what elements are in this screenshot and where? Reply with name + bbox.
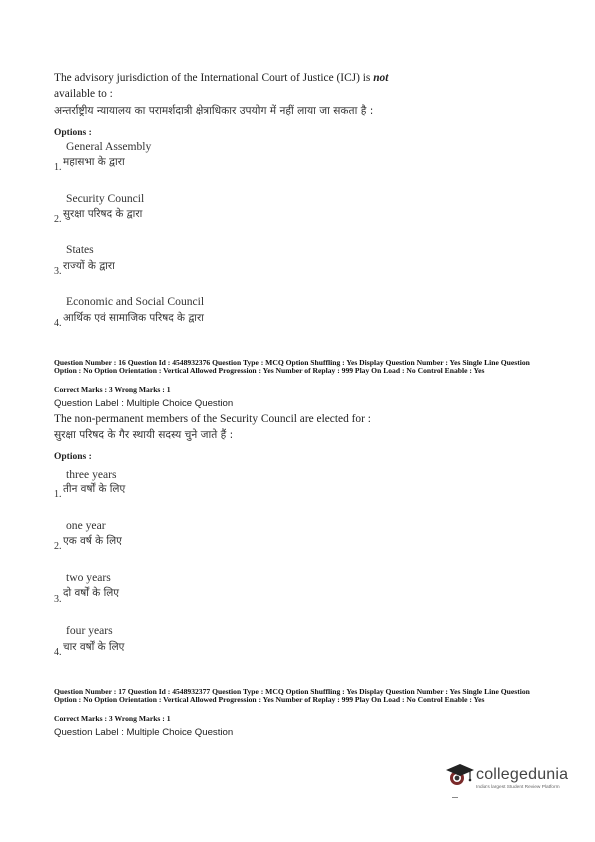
q16-option-4-number: 4.: [54, 647, 62, 658]
question-16-options-heading: Options :: [54, 452, 92, 462]
q16-option-1-hindi: तीन वर्षों के लिए: [63, 483, 126, 495]
q15-option-4-number: 4.: [54, 318, 62, 329]
question-15-emphasis: not: [373, 72, 389, 84]
graduation-cap-icon: [444, 761, 474, 791]
question-16-text: The non-permanent members of the Security Council are elected for :: [54, 413, 371, 425]
q15-option-4-english: Economic and Social Council: [66, 295, 205, 308]
collegedunia-logo-text: collegedunia: [476, 766, 569, 783]
question-16-hindi: सुरक्षा परिषद के गैर स्थायी सदस्य चुने जाते हैं :: [54, 429, 234, 441]
question-15-hindi: अन्तर्राष्ट्रीय न्यायालय का परामर्शदात्री क्षेत्राधिकार उपयोग में नहीं लाया जा सकता है :: [54, 105, 374, 117]
q15-option-4-hindi: आर्थिक एवं सामाजिक परिषद के द्वारा: [63, 312, 204, 324]
q16-option-3-english: two years: [66, 571, 111, 584]
q15-option-1-number: 1.: [54, 162, 62, 173]
q16-option-1-number: 1.: [54, 489, 62, 500]
q15-option-1-english: General Assembly: [66, 140, 152, 153]
q16-option-4-english: four years: [66, 624, 113, 637]
logo-underline-mark: [452, 797, 458, 798]
q15-option-3-hindi: राज्यों के द्वारा: [63, 260, 115, 272]
q16-option-2-hindi: एक वर्ष के लिए: [63, 535, 122, 547]
q16-option-2-number: 2.: [54, 541, 62, 552]
q16-option-2-english: one year: [66, 519, 106, 532]
q15-option-1-hindi: महासभा के द्वारा: [63, 156, 125, 168]
q15-option-2-hindi: सुरक्षा परिषद के द्वारा: [63, 208, 143, 220]
q15-option-3-number: 3.: [54, 266, 62, 277]
q16-option-4-hindi: चार वर्षों के लिए: [63, 641, 125, 653]
question-16-label: Question Label : Multiple Choice Question: [54, 398, 234, 409]
question-15-text: [54, 72, 388, 84]
question-15-text-line2: available to :: [54, 88, 113, 100]
question-15-text-line1: The advisory jurisdiction of the International Court of Justice (ICJ) is: [54, 72, 374, 84]
q16-option-1-english: three years: [66, 468, 117, 481]
q15-option-2-number: 2.: [54, 214, 62, 225]
q15-option-2-english: Security Council: [66, 192, 145, 205]
q16-option-3-number: 3.: [54, 594, 62, 605]
q15-option-3-english: States: [66, 243, 94, 256]
q16-option-3-hindi: दो वर्षों के लिए: [63, 587, 120, 599]
question-17-marks: Correct Marks : 3 Wrong Marks : 1: [54, 714, 171, 723]
question-15-options-heading: Options :: [54, 128, 92, 138]
collegedunia-tagline: India's largest Student Review Platform: [476, 785, 560, 790]
question-16-marks: Correct Marks : 3 Wrong Marks : 1: [54, 385, 171, 394]
question-17-metadata: Question Number : 17 Question Id : 4548932377 Question Type : MCQ Option Shuffling : Yes Display Question Number : Yes Single Line Question Option : No Option Orientation : Vertical Allowed Progression : Yes Number of Replay : 999 Play On Load : No Control Enable : Yes: [54, 687, 530, 705]
question-16-metadata: Question Number : 16 Question Id : 4548932376 Question Type : MCQ Option Shuffling : Yes Display Question Number : Yes Single Line Question Option : No Option Orientation : Vertical Allowed Progression : Yes Number of Replay : 999 Play On Load : No Control Enable : Yes: [54, 358, 530, 376]
question-17-label: Question Label : Multiple Choice Question: [54, 727, 234, 738]
